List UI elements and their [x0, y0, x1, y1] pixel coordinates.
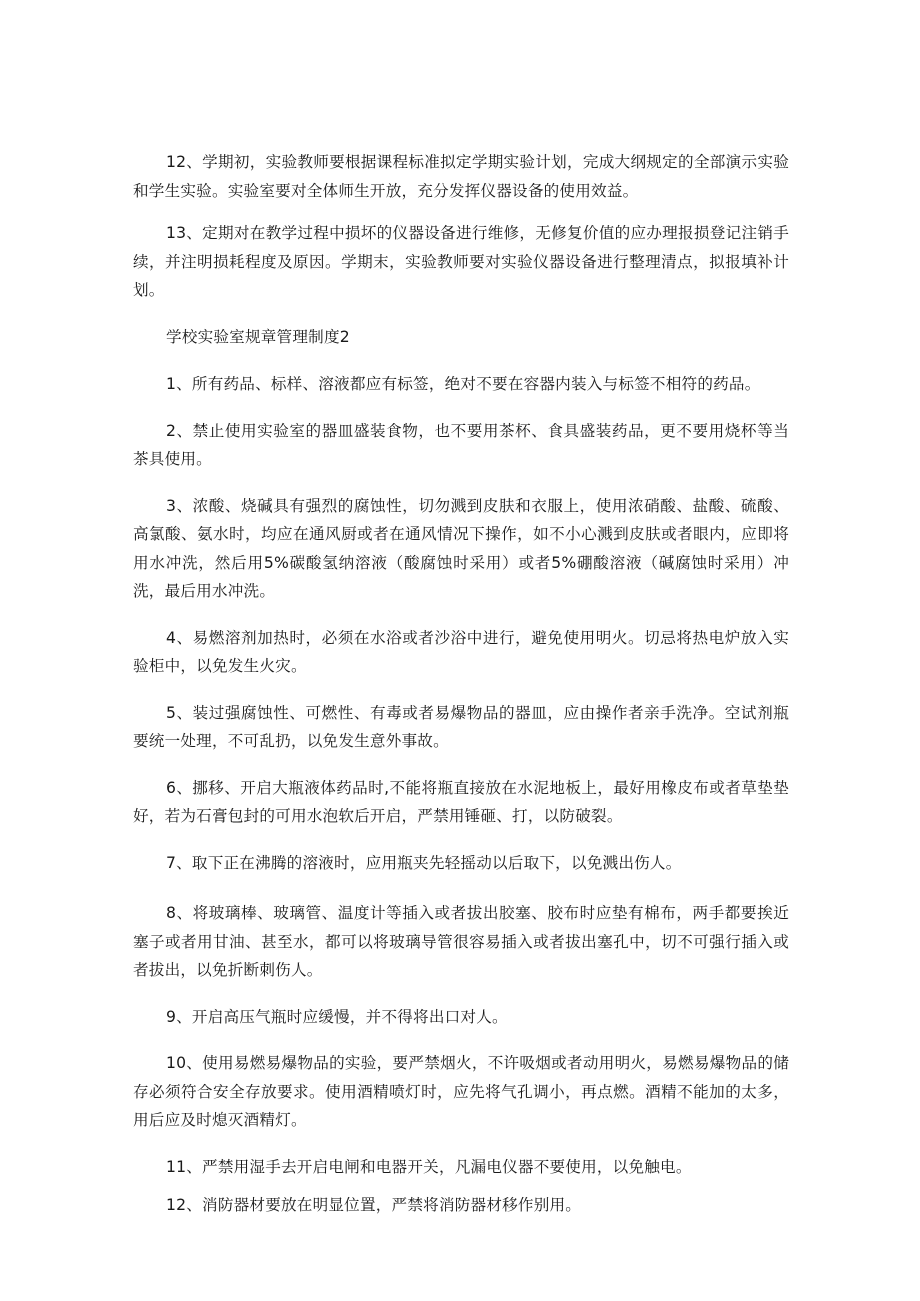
rule-4: 4、易燃溶剂加热时，必须在水浴或者沙浴中进行，避免使用明火。切忌将热电炉放入实验柜中，以免发生火灾。 [133, 628, 789, 675]
rule-12: 12、消防器材要放在明显位置，严禁将消防器材移作别用。 [166, 1196, 582, 1214]
rule-2: 2、禁止使用实验室的器皿盛装食物，也不要用茶杯、食具盛装药品，更不要用烧杯等当茶具使用。 [133, 421, 789, 468]
paragraph-13-top: 13、定期对在教学过程中损坏的仪器设备进行维修，无修复价值的应办理报损登记注销手续，并注明损耗程度及原因。学期末，实验教师要对实验仪器设备进行整理清点，拟报填补计划。 [133, 224, 789, 299]
document-body [133, 148, 789, 1234]
section-title: 学校实验室规章管理制度2 [166, 327, 350, 346]
rule-1: 1、所有药品、标样、溶液都应有标签，绝对不要在容器内装入与标签不相符的药品。 [166, 375, 761, 393]
rule-10: 10、使用易燃易爆物品的实验，要严禁烟火，不许吸烟或者动用明火，易燃易爆物品的储存必须符合安全存放要求。使用酒精喷灯时，应先将气孔调小，再点燃。酒精不能加的太多，用后应及时熄灭酒精灯。 [133, 1054, 789, 1129]
rule-6: 6、挪移、开启大瓶液体药品时,不能将瓶直接放在水泥地板上，最好用橡皮布或者草垫垫好，若为石膏包封的可用水泡软后开启，严禁用锤砸、打，以防破裂。 [133, 778, 789, 825]
rule-8: 8、将玻璃棒、玻璃管、温度计等插入或者拔出胶塞、胶布时应垫有棉布，两手都要挨近塞子或者用甘油、甚至水，都可以将玻璃导管很容易插入或者拔出塞孔中，切不可强行插入或者拔出，以免折断刺伤人。 [133, 904, 789, 979]
rule-3: 3、浓酸、烧碱具有强烈的腐蚀性，切勿溅到皮肤和衣服上，使用浓硝酸、盐酸、硫酸、高氯酸、氨水时，均应在通风厨或者在通风情况下操作，如不小心溅到皮肤或者眼内，应即将用水冲洗，然后用5%碳酸氢纳溶液（酸腐蚀时采用）或者5%硼酸溶液（碱腐蚀时采用）冲洗，最后用水冲洗。 [133, 496, 789, 600]
rule-5: 5、装过强腐蚀性、可燃性、有毒或者易爆物品的器皿，应由操作者亲手洗净。空试剂瓶要统一处理，不可乱扔，以免发生意外事故。 [133, 703, 789, 750]
rule-11: 11、严禁用湿手去开启电闸和电器开关，凡漏电仪器不要使用，以免触电。 [166, 1157, 692, 1176]
rule-7: 7、取下正在沸腾的溶液时，应用瓶夹先轻摇动以后取下，以免溅出伤人。 [166, 853, 682, 872]
paragraph-12-top: 12、学期初，实验教师要根据课程标准拟定学期实验计划，完成大纲规定的全部演示实验和学生实验。实验室要对全体师生开放，充分发挥仪器设备的使用效益。 [133, 153, 789, 200]
rule-9: 9、开启高压气瓶时应缓慢，并不得将出口对人。 [166, 1007, 508, 1026]
